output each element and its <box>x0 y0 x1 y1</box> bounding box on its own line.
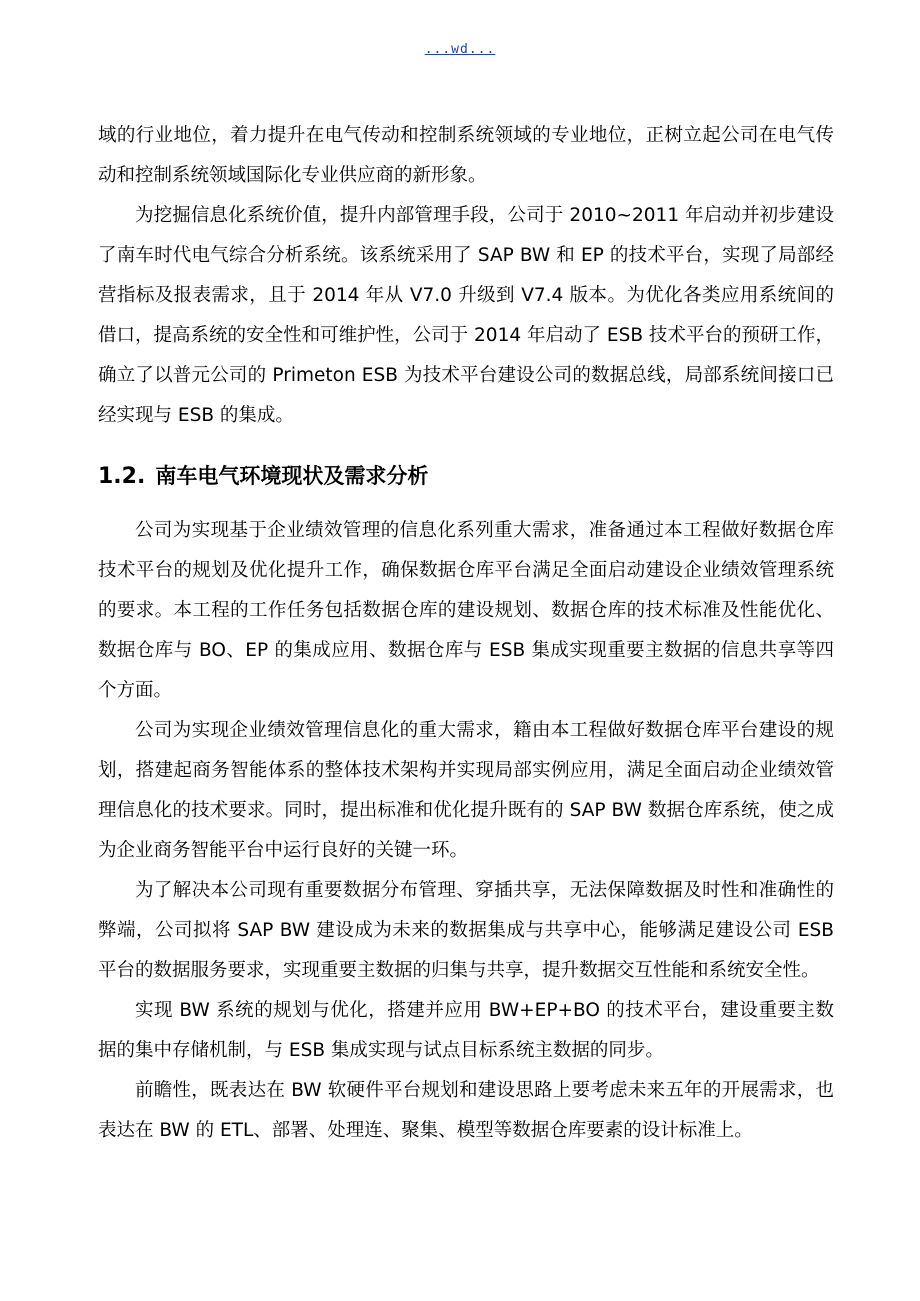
paragraph-continuation: 域的行业地位，着力提升在电气传动和控制系统领域的专业地位，正树立起公司在电气传动和控制系统领域国际化专业供应商的新形象。 <box>98 125 834 186</box>
paragraph-forward-looking: 前瞻性，既表达在 BW 软硬件平台规划和建设思路上要考虑未来五年的开展需求，也表达在 BW 的 ETL、部署、处理连、聚集、模型等数据仓库要素的设计标准上。 <box>98 1080 834 1141</box>
paragraph-system-history: 为挖掘信息化系统价值，提升内部管理手段，公司于 2010~2011 年启动并初步建设了南车时代电气综合分析系统。该系统采用了 SAP BW 和 EP 的技术平台，实现了局部经营指标及报表需求，且于 2014 年从 V7.0 升级到 V7.4 版本。为优化各类应用系统间的借口，提高系统的安全性和可维护性，公司于 2014 年启动了 ESB 技术平台的预研工作，确立了以普元公司的 Primeton ESB 为技术平台建设公司的数据总线，局部系统间接口已经实现与 ESB 的集成。 <box>98 205 834 426</box>
paragraph-bw-platform: 实现 BW 系统的规划与优化，搭建并应用 BW+EP+BO 的技术平台，建设重要主数据的集中存储机制，与 ESB 集成实现与试点目标系统主数据的同步。 <box>98 1000 834 1061</box>
paragraph-data-sharing: 为了解决本公司现有重要数据分布管理、穿插共享，无法保障数据及时性和准确性的弊端，公司拟将 SAP BW 建设成为未来的数据集成与共享中心，能够满足建设公司 ESB 平台的数据服务要求，实现重要主数据的归集与共享，提升数据交互性能和系统安全性。 <box>98 880 834 981</box>
paragraph-bi-planning: 公司为实现企业绩效管理信息化的重大需求，籍由本工程做好数据仓库平台建设的规划，搭建起商务智能体系的整体技术架构并实现局部实例应用，满足全面启动企业绩效管理信息化的技术要求。同时，提出标准和优化提升既有的 SAP BW 数据仓库系统，使之成为企业商务智能平台中运行良好的关键一环。 <box>98 720 834 861</box>
section-heading <box>98 456 834 497</box>
paragraph-requirements: 公司为实现基于企业绩效管理的信息化系列重大需求，准备通过本工程做好数据仓库技术平台的规划及优化提升工作，确保数据仓库平台满足全面启动建设企业绩效管理系统的要求。本工程的工作任务包括数据仓库的建设规划、数据仓库的技术标准及性能优化、数据仓库与 BO、EP 的集成应用、数据仓库与 ESB 集成实现重要主数据的信息共享等四个方面。 <box>98 520 834 701</box>
section-title: 南车电气环境现状及需求分析 <box>155 464 429 488</box>
document-body <box>98 116 834 1151</box>
section-number: 1.2. <box>98 464 146 489</box>
page-header-mark: ...wd... <box>424 42 496 57</box>
